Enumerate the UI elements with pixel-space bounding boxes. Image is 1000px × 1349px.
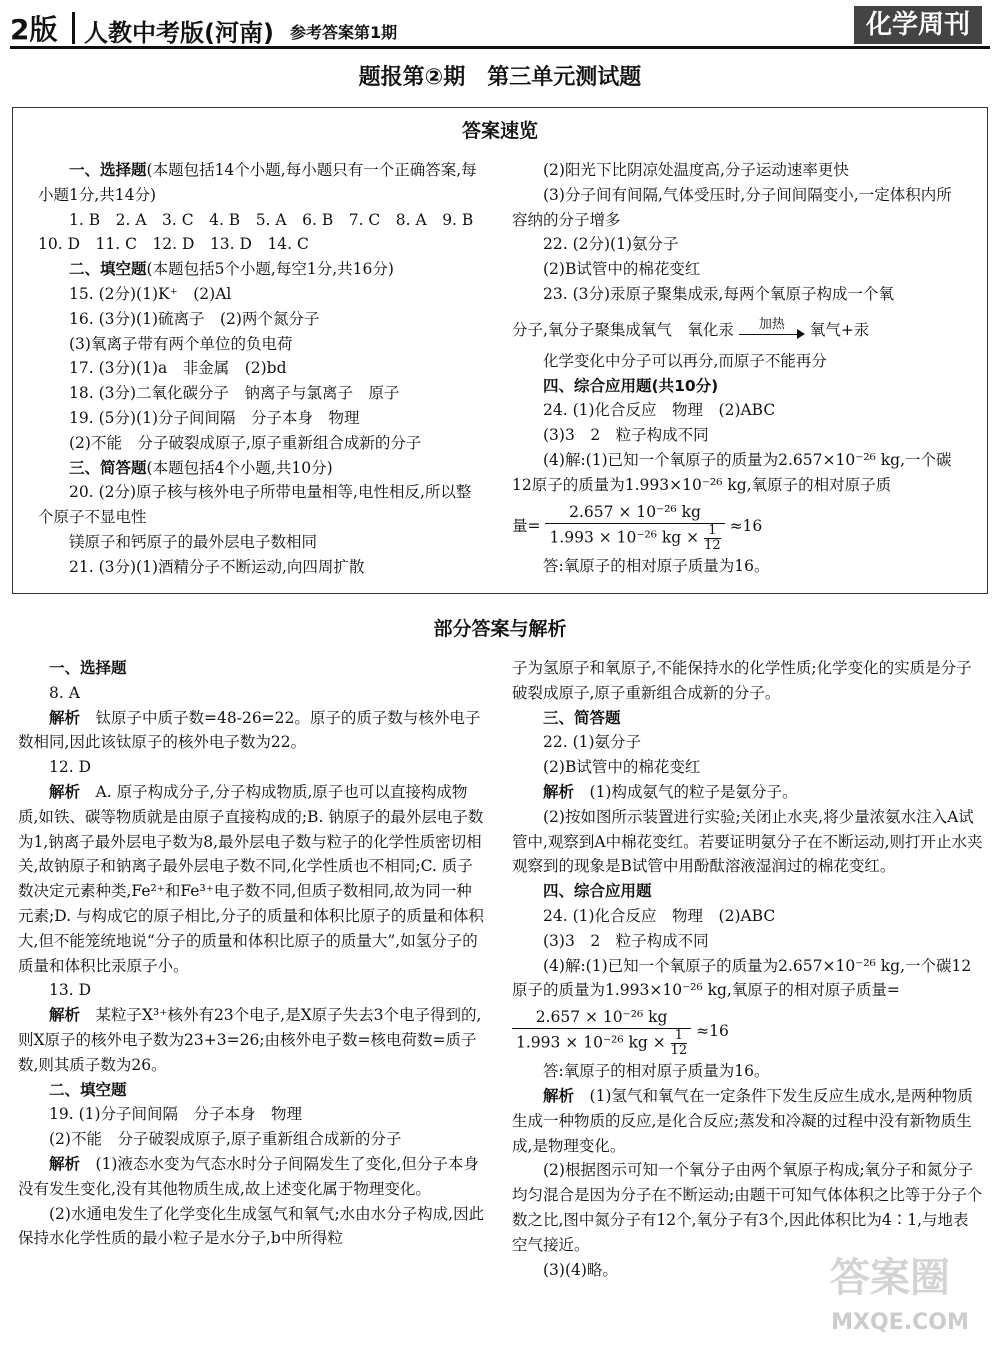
analysis-line-0: 一、选择题: [49, 659, 127, 677]
answer-right2-line-3: (3)3 2 粒子构成不同: [543, 426, 709, 445]
page-header: [10, 6, 990, 49]
analysis-approx-result: ≈16: [696, 1022, 729, 1041]
issue-subtitle: 参考答案第1期: [290, 23, 398, 42]
answer-line-13: 镁原子和钙原子的最外层电子数相同: [69, 532, 318, 551]
analysis-right-line-3: (2)B试管中的棉花变红: [543, 758, 701, 777]
analysis-line-3: 12. D: [49, 758, 92, 777]
fraction-denominator: 1.993 × 10⁻²⁶ kg × $\frac{1}{12}$: [549, 522, 721, 553]
analysis-line-5: 13. D: [49, 981, 92, 1000]
calc-text: (4)解:(1)已知一个氧原子的质量为2.657×10⁻²⁶ kg,一个碳12原子的质量为1.993×10⁻²⁶ kg,氧原子的相对原子质: [512, 450, 952, 494]
edition-label: 2版: [10, 13, 58, 46]
analysis-one-twelfth: $\frac{1}{12}$: [670, 1028, 688, 1059]
answer-line-14: 21. (3分)(1)酒精分子不断运动,向四周扩散: [69, 557, 365, 576]
answer-line-3: 二、填空题(本题包括5个小题,每空1分,共16分): [69, 260, 394, 279]
analysis-column-left: [18, 656, 486, 1251]
analysis-fraction-numerator: 2.657 × 10⁻²⁶ kg: [512, 1006, 691, 1029]
relative-mass-fraction: [545, 501, 724, 553]
answer-line-6: (3)氧离子带有两个单位的负电荷: [69, 334, 293, 353]
answer-line-0: 一、选择题(本题包括14个小题,每小题只有一个正确答案,每小题1分,共14分): [38, 161, 477, 204]
answer-line-12: 20. (2分)原子核与核外电子所带电量相等,电性相反,所以整个原子不显电性: [38, 483, 472, 527]
analysis-fraction-line: [512, 1003, 984, 1059]
answer-right-line-1: (3)分子间有间隔,气体受压时,分子间间隔变小,一定体积内所容纳的分子增多: [512, 185, 952, 229]
analysis-line-6: 解析 某粒子X³⁺核外有23个电子,是X原子失去3个电子得到的,则X原子的核外电子数为23+3=26;由核外电子数=核电荷数=质子数,则其质子数为26。: [18, 1006, 482, 1074]
answer-overview-title: 答案速览: [461, 120, 538, 142]
answer-line-4: 15. (2分)(1)K⁺ (2)Al: [69, 284, 232, 303]
analysis-right2-line-2: (2)根据图示可知一个氧分子由两个氧原子构成;氧分子和氮分子均匀混合是因为分子在不断运动;由题干可知气体体积之比等于分子个数之比,图中氮分子有12个,氧分子有3个,因此体积比为4∶1,与地表空气接近。: [512, 1161, 983, 1254]
answer-line-7: 17. (3分)(1)a 非金属 (2)bd: [69, 359, 287, 378]
reaction-arrow: [739, 316, 805, 338]
analysis-relative-mass-fraction: [512, 1006, 691, 1058]
answer-line-11: 三、简答题(本题包括4个小题,共10分): [69, 458, 333, 477]
analysis-right-line-7: 24. (1)化合反应 物理 (2)ABC: [543, 906, 776, 925]
answer-right-line-2: 22. (2分)(1)氨分子: [543, 235, 679, 254]
analysis-line-1: 8. A: [49, 683, 80, 702]
paper-name: 人教中考版(河南): [84, 19, 274, 47]
analysis-right-line-5: (2)按如图所示装置进行实验;关闭止水夹,将少量浓氨水注入A试管中,观察到A中棉花变红。若要证明氨分子在不断运动,则打开止水夹观察到的现象是B试管中用酚酞溶液湿润过的棉花变红。: [512, 807, 983, 876]
page-title: 题报第②期 第三单元测试题: [358, 65, 642, 90]
analysis-right-line-1: 三、简答题: [543, 708, 621, 727]
analysis-right-line-2: 22. (1)氨分子: [543, 733, 642, 752]
equation-text-post: 氧气+汞: [809, 320, 870, 339]
header-divider: [72, 12, 75, 44]
fraction-numerator: 2.657 × 10⁻²⁶ kg: [545, 501, 724, 524]
reaction-condition: 加热: [758, 316, 785, 332]
analysis-right-line-0: 子为氢原子和氧原子,不能保持水的化学性质;化学变化的实质是分子破裂成原子,原子重新组合成新的分子。: [512, 659, 972, 702]
equation-line: [512, 315, 964, 345]
analysis-right-line-4: 解析 (1)构成氨气的粒子是氨分子。: [543, 782, 798, 801]
analysis-right-list: [512, 656, 984, 1003]
answer-line-1: 1. B 2. A 3. C 4. B 5. A 6. B 7. C 8. A 9. B: [69, 210, 474, 229]
approx-result: ≈16: [729, 516, 763, 535]
analysis-right-line-6: 四、综合应用题: [543, 882, 652, 901]
analysis-line-4: 解析 A. 原子构成分子,分子构成物质,原子也可以直接构成物质,如铁、碳等物质就是由原子直接构成的;B. 钠原子的最外层电子数为1,钠离子最外层电子数为8,最外层电子数与粒子的化学性质密切相关,故钠原子和钠离子最外层电子数不同,化学性质也不相同;C. 质子数决定元素种类,Fe²⁺和Fe³⁺电子数不同,但质子数相同,故为同一种元素;D. 与构成它的原子相比,分子的质量和体积比原子的质量和体积大,但不能笼统地说“分子的质量和体积比原子的质量大”,如氢分子的质量和体积比汞原子小。: [18, 782, 484, 975]
answer-right2-line-0: 化学变化中分子可以再分,而原子不能再分: [543, 351, 827, 370]
calc-fraction-line: [512, 498, 964, 554]
answer-right-list: [512, 158, 964, 307]
answer-right-line-3: (2)B试管中的棉花变红: [543, 260, 701, 279]
watermark-logo: 答案圈: [830, 1255, 950, 1301]
answer-line-2: 10. D 11. C 12. D 13. D 14. C: [38, 235, 309, 254]
analysis-right2-line-0: 答:氧原子的相对原子质量为16。: [543, 1062, 770, 1081]
analysis-line-10: 解析 (1)液态水变为气态水时分子间隔发生了变化,但分子本身没有发生变化,没有其他物质生成,故上述变化属于物理变化。: [18, 1154, 479, 1198]
one-twelfth-fraction: $\frac{1}{12}$: [704, 522, 721, 553]
analysis-column-right: [512, 656, 984, 1282]
analysis-right-line-8: (3)3 2 粒子构成不同: [543, 931, 709, 950]
analysis-title: 部分答案与解析: [433, 618, 567, 640]
answer-line-9: 19. (5分)(1)分子间间隔 分子本身 物理: [69, 408, 360, 427]
analysis-line-9: (2)不能 分子破裂成原子,原子重新组合成新的分子: [49, 1130, 402, 1149]
analysis-right2-line-1: 解析 (1)氢气和氧气在一定条件下发生反应生成水,是两种物质生成一种物质的反应,是化合反应;蒸发和冷凝的过程中没有新物质生成,是物理变化。: [512, 1086, 973, 1155]
answer-right-line-4: 23. (3分)汞原子聚集成汞,每两个氧原子构成一个氧: [543, 284, 894, 303]
answer-right2-line-2: 24. (1)化合反应 物理 (2)ABC: [543, 401, 776, 420]
calc-prefix: 量=: [512, 516, 541, 535]
answer-right-list-2: [512, 349, 964, 448]
answer-right2-line-1: 四、综合应用题(共10分): [543, 376, 719, 395]
analysis-line-7: 二、填空题: [49, 1080, 127, 1099]
answer-column-right: [512, 158, 964, 578]
equation-text-pre: 分子,氧分子聚集成氧气 氧化汞: [512, 320, 734, 339]
analysis-line-2: 解析 钛原子中质子数=48-26=22。原子的质子数与核外电子数相同,因此该钛原子的核外电子数为22。: [18, 708, 481, 752]
watermark-url: MXQE.COM: [831, 1310, 969, 1335]
calc-conclusion: 答:氧原子的相对原子质量为16。: [543, 556, 770, 575]
analysis-fraction-denominator: 1.993 × 10⁻²⁶ kg × $\frac{1}{12}$: [516, 1028, 688, 1059]
answer-line-10: (2)不能 分子破裂成原子,原子重新组合成新的分子: [69, 433, 422, 452]
brand-logo: 化学周刊: [854, 6, 982, 44]
analysis-line-8: 19. (1)分子间间隔 分子本身 物理: [49, 1105, 303, 1124]
answer-column-left: [38, 158, 486, 580]
analysis-right2-line-3: (3)(4)略。: [543, 1260, 618, 1279]
analysis-line-11: (2)水通电发生了化学变化生成氢气和氧气;水由水分子构成,因此保持水化学性质的最小粒子是水分子,b中所得粒: [18, 1204, 485, 1248]
answer-right-line-0: (2)阳光下比阴凉处温度高,分子运动速率更快: [543, 161, 849, 179]
answer-line-8: 18. (3分)二氧化碳分子 钠离子与氯离子 原子: [69, 384, 400, 403]
answer-line-5: 16. (3分)(1)硫离子 (2)两个氮分子: [69, 309, 320, 328]
analysis-right-line-9: (4)解:(1)已知一个氧原子的质量为2.657×10⁻²⁶ kg,一个碳12原子的质量为1.993×10⁻²⁶ kg,氧原子的相对原子质量=: [512, 956, 972, 1000]
